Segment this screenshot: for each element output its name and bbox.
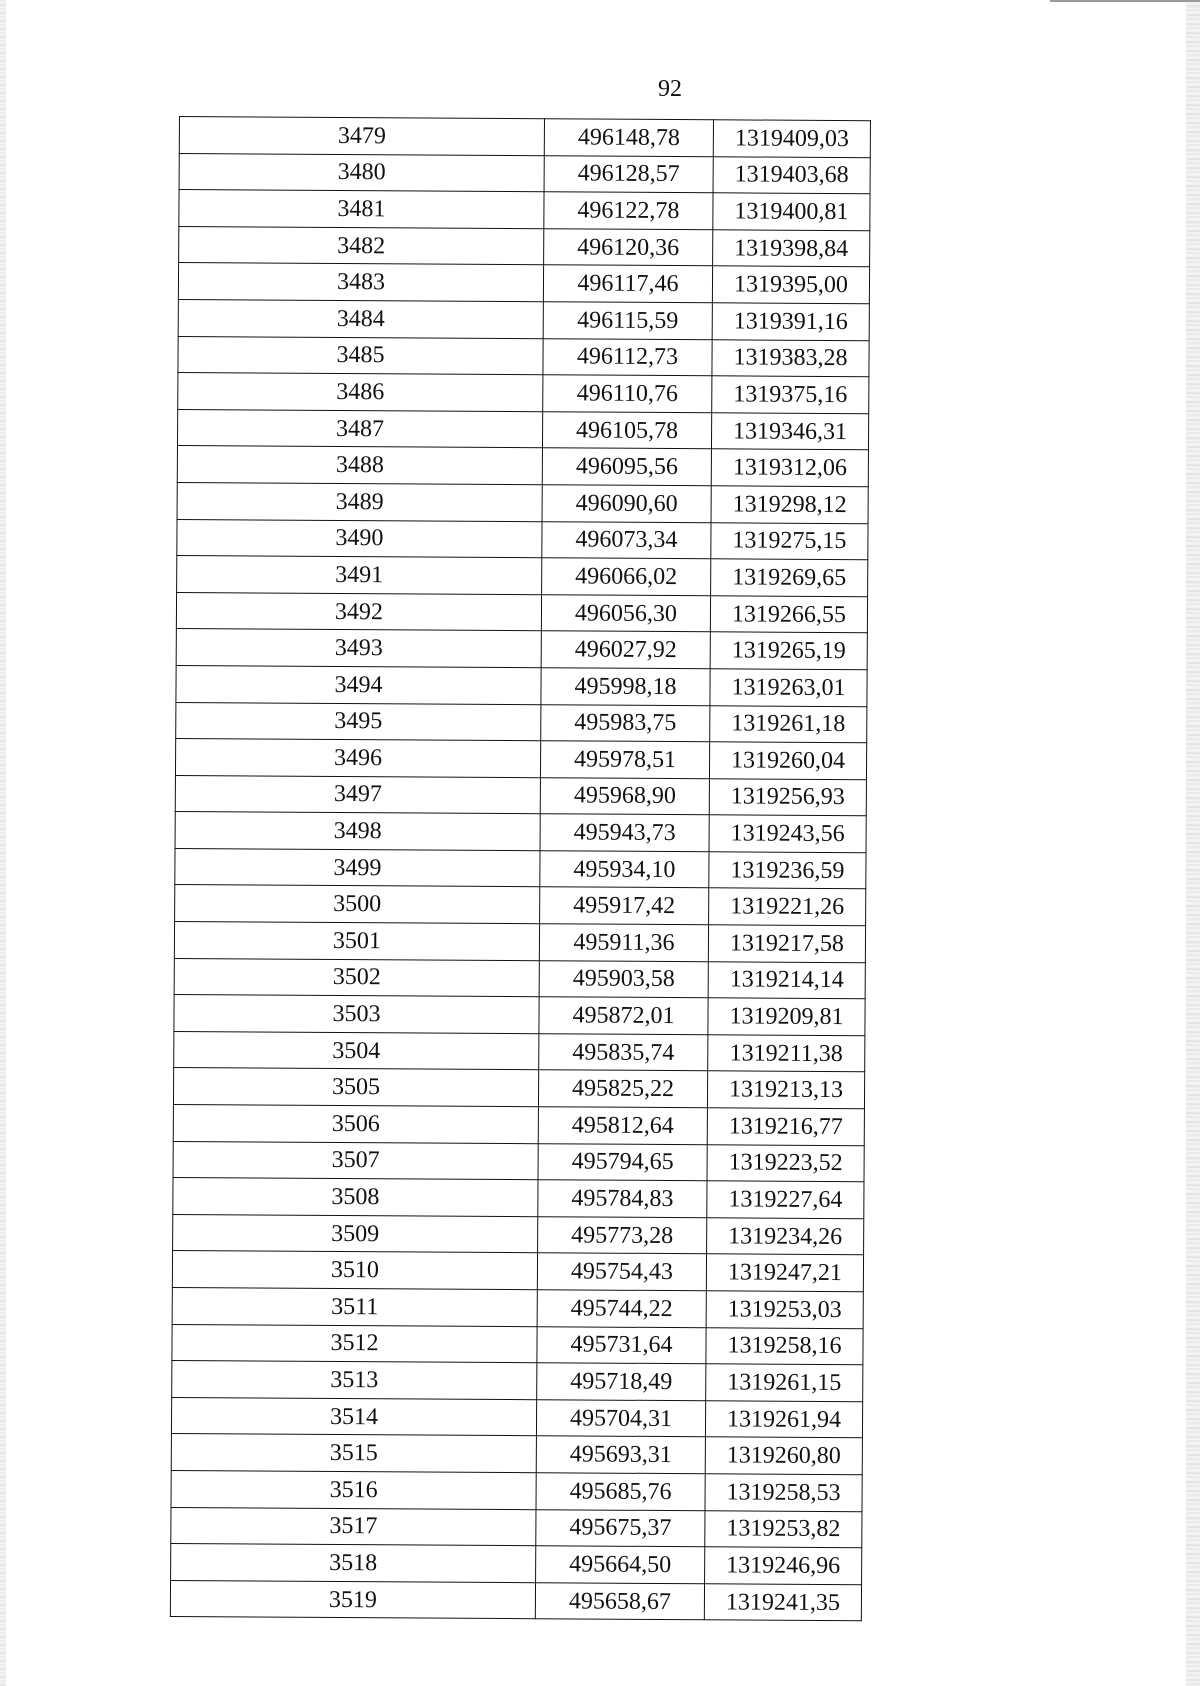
point-number-cell: 3513 bbox=[172, 1361, 537, 1400]
table-row bbox=[173, 1141, 864, 1182]
point-number-cell: 3512 bbox=[172, 1324, 537, 1363]
x-coordinate-cell: 495968,90 bbox=[540, 777, 709, 815]
y-coordinate-cell: 1319383,28 bbox=[712, 339, 869, 377]
scan-top-line bbox=[1050, 0, 1200, 2]
y-coordinate-cell: 1319395,00 bbox=[712, 266, 869, 304]
x-coordinate-cell: 495794,65 bbox=[538, 1143, 707, 1181]
x-coordinate-cell: 495998,18 bbox=[541, 668, 710, 706]
point-number-cell: 3508 bbox=[173, 1178, 538, 1217]
table-row bbox=[176, 702, 867, 743]
point-number-cell: 3483 bbox=[178, 263, 543, 302]
x-coordinate-cell: 496120,36 bbox=[544, 229, 713, 267]
x-coordinate-cell: 496117,46 bbox=[543, 265, 712, 303]
y-coordinate-cell: 1319258,16 bbox=[706, 1327, 863, 1365]
table-row bbox=[171, 1434, 862, 1475]
x-coordinate-cell: 495704,31 bbox=[536, 1399, 705, 1437]
point-number-cell: 3496 bbox=[175, 739, 540, 778]
point-number-cell: 3489 bbox=[177, 482, 542, 521]
point-number-cell: 3519 bbox=[170, 1580, 535, 1619]
table-row bbox=[175, 848, 866, 889]
point-number-cell: 3510 bbox=[172, 1251, 537, 1290]
y-coordinate-cell: 1319269,65 bbox=[711, 559, 868, 597]
table-row bbox=[171, 1470, 862, 1511]
x-coordinate-cell: 495943,73 bbox=[540, 814, 709, 852]
table-row bbox=[173, 1105, 864, 1146]
y-coordinate-cell: 1319253,82 bbox=[705, 1510, 862, 1548]
y-coordinate-cell: 1319213,13 bbox=[707, 1071, 864, 1109]
table-row bbox=[174, 1031, 865, 1072]
table-row bbox=[177, 482, 868, 523]
point-number-cell: 3517 bbox=[171, 1507, 536, 1546]
table-row bbox=[172, 1361, 863, 1402]
table-row bbox=[173, 1068, 864, 1109]
y-coordinate-cell: 1319298,12 bbox=[711, 486, 868, 524]
x-coordinate-cell: 496122,78 bbox=[544, 192, 713, 230]
table-row bbox=[179, 153, 870, 194]
y-coordinate-cell: 1319216,77 bbox=[707, 1108, 864, 1146]
point-number-cell: 3482 bbox=[179, 226, 544, 265]
y-coordinate-cell: 1319261,15 bbox=[706, 1364, 863, 1402]
x-coordinate-cell: 495744,22 bbox=[537, 1290, 706, 1328]
point-number-cell: 3492 bbox=[176, 592, 541, 631]
table-row bbox=[179, 117, 870, 158]
x-coordinate-cell: 495675,37 bbox=[536, 1509, 705, 1547]
y-coordinate-cell: 1319263,01 bbox=[710, 669, 867, 707]
y-coordinate-cell: 1319223,52 bbox=[707, 1144, 864, 1182]
point-number-cell: 3488 bbox=[177, 446, 542, 485]
x-coordinate-cell: 496056,30 bbox=[541, 594, 710, 632]
y-coordinate-cell: 1319209,81 bbox=[708, 998, 865, 1036]
x-coordinate-cell: 495685,76 bbox=[536, 1473, 705, 1511]
y-coordinate-cell: 1319266,55 bbox=[710, 595, 867, 633]
y-coordinate-cell: 1319391,16 bbox=[712, 303, 869, 341]
point-number-cell: 3506 bbox=[173, 1105, 538, 1144]
y-coordinate-cell: 1319403,68 bbox=[713, 156, 870, 194]
x-coordinate-cell: 495664,50 bbox=[536, 1546, 705, 1584]
y-coordinate-cell: 1319246,96 bbox=[705, 1547, 862, 1585]
point-number-cell: 3516 bbox=[171, 1470, 536, 1509]
table-row bbox=[174, 958, 865, 999]
y-coordinate-cell: 1319241,35 bbox=[704, 1583, 861, 1621]
y-coordinate-cell: 1319256,93 bbox=[709, 778, 866, 816]
table-row bbox=[175, 812, 866, 853]
x-coordinate-cell: 496110,76 bbox=[543, 375, 712, 413]
x-coordinate-cell: 495731,64 bbox=[537, 1326, 706, 1364]
y-coordinate-cell: 1319253,03 bbox=[706, 1291, 863, 1329]
table-row bbox=[175, 885, 866, 926]
point-number-cell: 3507 bbox=[173, 1141, 538, 1180]
y-coordinate-cell: 1319214,14 bbox=[708, 961, 865, 999]
coordinates-table bbox=[170, 116, 871, 1622]
point-number-cell: 3486 bbox=[178, 373, 543, 412]
page-number: 92 bbox=[658, 76, 682, 102]
table-row bbox=[176, 665, 867, 706]
point-number-cell: 3485 bbox=[178, 336, 543, 375]
table-row bbox=[173, 1178, 864, 1219]
point-number-cell: 3487 bbox=[177, 409, 542, 448]
x-coordinate-cell: 495934,10 bbox=[540, 851, 709, 889]
y-coordinate-cell: 1319260,80 bbox=[705, 1437, 862, 1475]
point-number-cell: 3499 bbox=[175, 848, 540, 887]
point-number-cell: 3481 bbox=[179, 190, 544, 229]
table-row bbox=[172, 1287, 863, 1328]
point-number-cell: 3502 bbox=[174, 958, 539, 997]
x-coordinate-cell: 496066,02 bbox=[542, 558, 711, 596]
point-number-cell: 3479 bbox=[179, 117, 544, 156]
x-coordinate-cell: 495812,64 bbox=[538, 1107, 707, 1145]
point-number-cell: 3498 bbox=[175, 812, 540, 851]
scan-edge-right bbox=[1186, 0, 1200, 1686]
y-coordinate-cell: 1319346,31 bbox=[711, 413, 868, 451]
y-coordinate-cell: 1319217,58 bbox=[708, 925, 865, 963]
y-coordinate-cell: 1319236,59 bbox=[709, 852, 866, 890]
x-coordinate-cell: 495773,28 bbox=[538, 1217, 707, 1255]
y-coordinate-cell: 1319409,03 bbox=[713, 120, 870, 158]
x-coordinate-cell: 495872,01 bbox=[539, 997, 708, 1035]
y-coordinate-cell: 1319275,15 bbox=[711, 522, 868, 560]
x-coordinate-cell: 496105,78 bbox=[542, 411, 711, 449]
y-coordinate-cell: 1319211,38 bbox=[708, 1035, 865, 1073]
y-coordinate-cell: 1319247,21 bbox=[706, 1254, 863, 1292]
table-row bbox=[175, 739, 866, 780]
y-coordinate-cell: 1319261,94 bbox=[705, 1401, 862, 1439]
table-row bbox=[174, 922, 865, 963]
point-number-cell: 3514 bbox=[171, 1397, 536, 1436]
x-coordinate-cell: 495784,83 bbox=[538, 1180, 707, 1218]
x-coordinate-cell: 496112,73 bbox=[543, 338, 712, 376]
x-coordinate-cell: 495693,31 bbox=[536, 1436, 705, 1474]
x-coordinate-cell: 495835,74 bbox=[539, 1034, 708, 1072]
x-coordinate-cell: 495825,22 bbox=[538, 1070, 707, 1108]
table-row bbox=[177, 409, 868, 450]
point-number-cell: 3491 bbox=[177, 556, 542, 595]
table-row bbox=[178, 263, 869, 304]
table-row bbox=[177, 446, 868, 487]
table-row bbox=[177, 519, 868, 560]
x-coordinate-cell: 495754,43 bbox=[537, 1253, 706, 1291]
x-coordinate-cell: 495917,42 bbox=[540, 887, 709, 925]
point-number-cell: 3495 bbox=[176, 702, 541, 741]
table-row bbox=[171, 1397, 862, 1438]
x-coordinate-cell: 496128,57 bbox=[544, 155, 713, 193]
table-row bbox=[176, 629, 867, 670]
table-row bbox=[178, 373, 869, 414]
point-number-cell: 3511 bbox=[172, 1287, 537, 1326]
point-number-cell: 3480 bbox=[179, 153, 544, 192]
y-coordinate-cell: 1319258,53 bbox=[705, 1474, 862, 1512]
x-coordinate-cell: 495718,49 bbox=[537, 1363, 706, 1401]
x-coordinate-cell: 496115,59 bbox=[543, 302, 712, 340]
x-coordinate-cell: 496027,92 bbox=[541, 631, 710, 669]
table-row bbox=[176, 592, 867, 633]
table-row bbox=[173, 1214, 864, 1255]
x-coordinate-cell: 496095,56 bbox=[542, 448, 711, 486]
table-row bbox=[175, 775, 866, 816]
point-number-cell: 3500 bbox=[175, 885, 540, 924]
coordinates-table-body bbox=[170, 117, 870, 1622]
y-coordinate-cell: 1319243,56 bbox=[709, 815, 866, 853]
y-coordinate-cell: 1319234,26 bbox=[707, 1218, 864, 1256]
y-coordinate-cell: 1319375,16 bbox=[712, 376, 869, 414]
y-coordinate-cell: 1319400,81 bbox=[713, 193, 870, 231]
y-coordinate-cell: 1319261,18 bbox=[710, 705, 867, 743]
x-coordinate-cell: 496073,34 bbox=[542, 521, 711, 559]
table-row bbox=[178, 299, 869, 340]
point-number-cell: 3509 bbox=[173, 1214, 538, 1253]
table-row bbox=[177, 556, 868, 597]
table-row bbox=[178, 336, 869, 377]
table-row bbox=[171, 1507, 862, 1548]
table-row bbox=[172, 1251, 863, 1292]
y-coordinate-cell: 1319398,84 bbox=[713, 230, 870, 268]
point-number-cell: 3515 bbox=[171, 1434, 536, 1473]
y-coordinate-cell: 1319221,26 bbox=[709, 888, 866, 926]
point-number-cell: 3505 bbox=[173, 1068, 538, 1107]
x-coordinate-cell: 495903,58 bbox=[539, 960, 708, 998]
point-number-cell: 3501 bbox=[174, 922, 539, 961]
y-coordinate-cell: 1319260,04 bbox=[709, 742, 866, 780]
x-coordinate-cell: 495658,67 bbox=[535, 1582, 704, 1620]
x-coordinate-cell: 495911,36 bbox=[539, 924, 708, 962]
x-coordinate-cell: 496090,60 bbox=[542, 485, 711, 523]
point-number-cell: 3493 bbox=[176, 629, 541, 668]
y-coordinate-cell: 1319312,06 bbox=[711, 449, 868, 487]
point-number-cell: 3518 bbox=[171, 1544, 536, 1583]
point-number-cell: 3503 bbox=[174, 995, 539, 1034]
table-row bbox=[171, 1544, 862, 1585]
point-number-cell: 3490 bbox=[177, 519, 542, 558]
point-number-cell: 3504 bbox=[174, 1031, 539, 1070]
table-row bbox=[179, 226, 870, 267]
point-number-cell: 3497 bbox=[175, 775, 540, 814]
table-row bbox=[170, 1580, 861, 1621]
y-coordinate-cell: 1319265,19 bbox=[710, 632, 867, 670]
x-coordinate-cell: 495978,51 bbox=[540, 741, 709, 779]
scan-edge-left bbox=[0, 0, 6, 1686]
point-number-cell: 3484 bbox=[178, 299, 543, 338]
table-row bbox=[172, 1324, 863, 1365]
table-row bbox=[174, 995, 865, 1036]
point-number-cell: 3494 bbox=[176, 665, 541, 704]
table-row bbox=[179, 190, 870, 231]
x-coordinate-cell: 496148,78 bbox=[544, 119, 713, 157]
x-coordinate-cell: 495983,75 bbox=[541, 704, 710, 742]
y-coordinate-cell: 1319227,64 bbox=[707, 1181, 864, 1219]
